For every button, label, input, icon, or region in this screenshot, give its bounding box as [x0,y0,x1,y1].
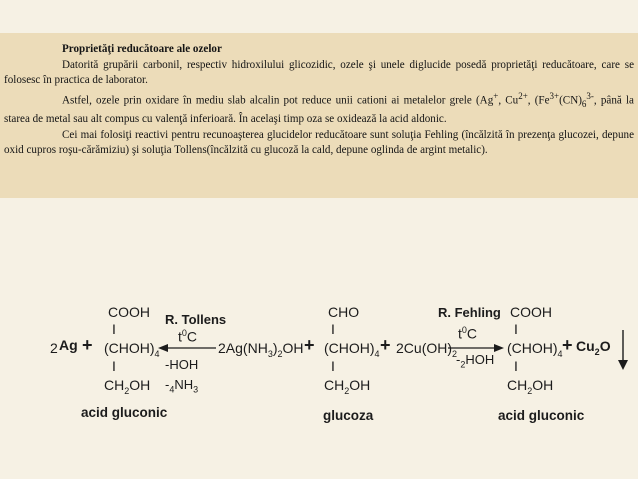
tollens-temperature: $t^0C$ [178,328,198,345]
plus-sign: + [380,335,391,355]
gluconic-acid-bottom-group: $CH_2OH$ [104,377,151,396]
gluconic-acid-top-group: COOH [510,304,552,320]
gluconic-acid-bottom-group: $CH_2OH$ [507,377,554,396]
silver-coefficient: 2 [50,340,58,356]
glucose-bottom-group: $CH_2OH$ [324,377,371,396]
bond-line: I [331,321,335,337]
paragraph-oxidation: Astfel, ozele prin oxidare în mediu slab alcalin pot reduce unii cationi ai metalelor grele (Ag+, $Cu^{2+}$, ($Fe^{3+}(CN)_6^{3-}$, până la starea de metal sau alt compus cu valenţă inferioară. În acelaşi timp oza se oxidează la acid aldonic. [4,90,634,126]
tollens-label: R. Tollens [165,312,227,327]
tollens-ammonia-loss: $-_4NH_3$ [165,377,199,395]
gluconic-acid-top-group: COOH [108,304,150,320]
tollens-reagent-formula: $2Ag(NH_3)_2OH$ [218,340,304,359]
bond-line: I [112,358,116,374]
gluconic-acid-chain: $(CHOH)_4$ [507,340,563,359]
fehling-water-loss: $-_2HOH$ [456,352,495,370]
glucose-name: glucoza [323,408,374,423]
cuprous-oxide-formula: $Cu_2O$ [576,338,611,357]
bond-line: I [514,358,518,374]
bond-line: I [514,321,518,337]
paragraph-carbonyl: Datorită grupării carbonil, respectiv hidroxilului glicozidic, ozele şi unele diglucide posedă proprietăţi reducătoare, care se folosesc în practica de laborator. [4,58,634,87]
plus-sign: + [82,335,93,355]
fehling-label: R. Fehling [438,305,501,320]
fehling-arrow-head [494,344,504,352]
gluconic-acid-name: acid gluconic [81,405,168,420]
glucose-chain: $(CHOH)_4$ [324,340,380,359]
section-title: Proprietăţi reducătoare ale ozelor [62,43,222,55]
bond-line: I [331,358,335,374]
plus-sign: + [562,335,573,355]
fehling-temperature: $t^0C$ [458,325,478,342]
gluconic-acid-chain: $(CHOH)_4$ [104,340,160,359]
gluconic-acid-name: acid gluconic [498,408,585,423]
paragraph-reagents: Cei mai folosiţi reactivi pentru recunoaşterea glucidelor reducătoare sunt soluţia Fehling (încălzită în prezenţa glucozei, depune oxid cupros roşu-cărămiziu) şi soluţia Tollens(încălzită cu glucoză la cald, depune oglinda de argint metalic). [4,128,634,157]
tollens-water-loss: -HOH [165,357,199,372]
glucose-top-group: CHO [328,304,360,320]
fehling-reagent-formula: $2Cu(OH)_2$ [396,340,458,359]
plus-sign: + [304,335,315,355]
silver-symbol: Ag [59,337,78,353]
bond-line: I [112,321,116,337]
precipitate-arrow-head [618,360,628,370]
